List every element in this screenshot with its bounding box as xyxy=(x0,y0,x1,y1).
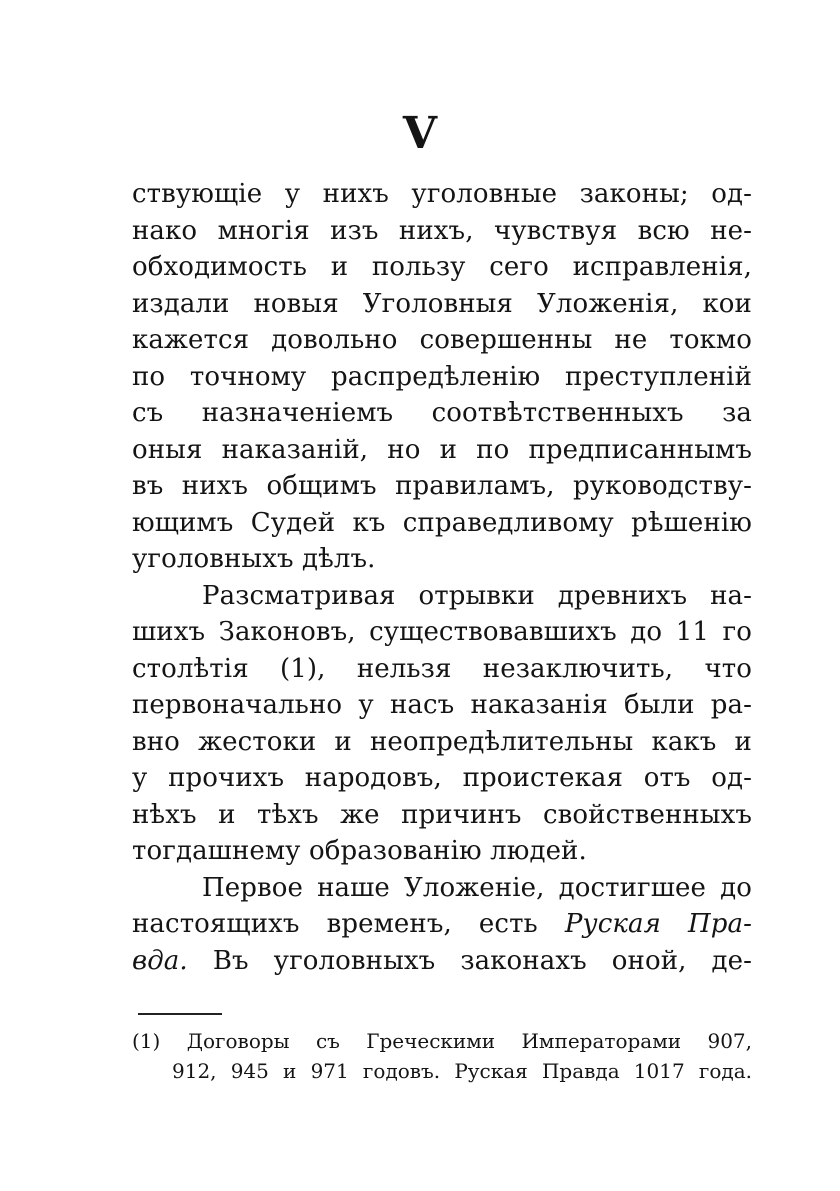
footnote-line: 912, 945 и 971 годовъ. Руская Правда 1017 года. xyxy=(172,1059,752,1083)
paragraph-3 xyxy=(132,870,752,980)
text-line: съ назначеніемъ соотвѣтственныхъ за xyxy=(132,398,752,428)
text-line: издали новыя Уголовныя Уложенія, кои xyxy=(132,288,752,319)
text-segment: настоящихъ временъ, есть xyxy=(132,909,538,939)
text-segment: Въ уголовныхъ законахъ оной, де- xyxy=(212,945,752,976)
footnote-marker: (1) xyxy=(132,1029,161,1053)
paragraph-2 xyxy=(132,578,752,870)
text-line: ствующіе у нихъ уголовные законы; од- xyxy=(132,179,752,209)
text-line: кажется довольно совершенны не токмо xyxy=(132,325,752,355)
paragraph-1 xyxy=(132,176,752,578)
text-line: тогдашнему образованію людей. xyxy=(132,836,587,866)
footnotes xyxy=(132,1026,752,1086)
text-line xyxy=(132,906,752,943)
page-number: V xyxy=(402,108,438,159)
text-line: у прочихъ народовъ, проистекая отъ од- xyxy=(132,763,752,793)
footnote-divider xyxy=(138,1013,222,1015)
italic-title: Руская Пра- xyxy=(564,909,752,939)
text-line: нѣхъ и тѣхъ же причинъ свойственныхъ xyxy=(132,799,752,830)
text-line: ющимъ Судей къ справедливому рѣшенію xyxy=(132,507,752,538)
text-line: въ нихъ общимъ правиламъ, руководству- xyxy=(132,471,752,501)
footnote-line xyxy=(132,1026,752,1056)
text-line: уголовныхъ дѣлъ. xyxy=(132,544,376,574)
text-line: по точному распредѣленію преступленій xyxy=(132,361,752,392)
main-text xyxy=(132,176,752,979)
italic-title: вда. xyxy=(132,945,188,976)
text-line: Разсматривая отрывки древнихъ на- xyxy=(202,580,752,611)
text-line: первоначально у насъ наказанія были ра- xyxy=(132,690,752,720)
text-line: Первое наше Уложеніе, достигшее до xyxy=(202,872,752,903)
text-line xyxy=(132,943,752,980)
text-line: вно жестоки и неопредѣлительны какъ и xyxy=(132,726,752,757)
text-line: обходимость и пользу сего исправленія, xyxy=(132,252,752,282)
text-line: шихъ Законовъ, существовавшихъ до 11 го xyxy=(132,617,752,647)
text-line: нако многія изъ нихъ, чувствуя всю не- xyxy=(132,215,752,246)
text-line: столѣтія (1), нельзя незаключить, что xyxy=(132,653,752,684)
footnote-text: Договоры съ Греческими Императорами 907, xyxy=(186,1029,753,1053)
text-line: оныя наказаній, но и по предписаннымъ xyxy=(132,434,752,465)
